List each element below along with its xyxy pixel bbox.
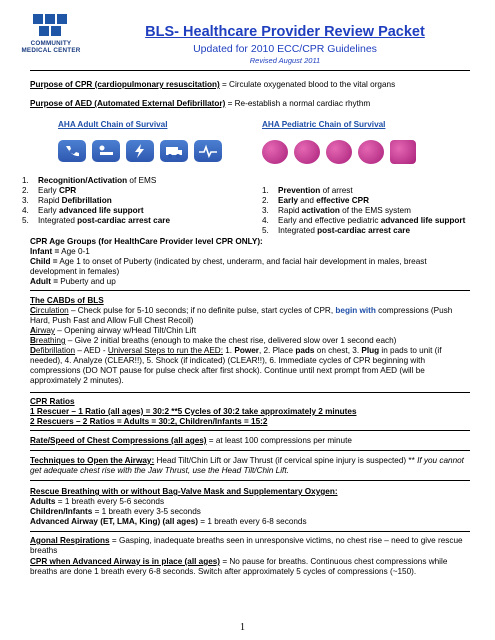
rescue-breathing-heading: Rescue Breathing with or without Bag-Valve Mask and Supplementary Oxygen: xyxy=(30,487,338,496)
section-divider xyxy=(30,430,470,431)
phone-icon xyxy=(58,140,86,162)
header-divider xyxy=(30,70,470,71)
purpose-cpr: Purpose of CPR (cardiopulmonary resuscitation) = Circulate oxygenated blood to the vital organs xyxy=(30,80,396,89)
list-item: 1. Prevention of arrest xyxy=(262,186,353,195)
list-item: 3. Rapid activation of the EMS system xyxy=(262,206,411,215)
section-divider xyxy=(30,480,470,481)
pediatric-phone-icon xyxy=(326,140,352,164)
cpr-icon xyxy=(92,140,120,162)
advanced-airway-cpr: CPR when Advanced Airway is in place (all ages) = No pause for breaths. Continuous chest compressions while breaths are done 1 breath every 6-8 seconds. Switch after approximately 5 cycles of compressions (~150). xyxy=(30,557,448,576)
purpose-aed: Purpose of AED (Automated External Defibrillator) = Re-establish a normal cardiac rhythm xyxy=(30,99,371,108)
rescue-breathing-section: Rescue Breathing with or without Bag-Valve Mask and Supplementary Oxygen: Adults = 1 breath every 5-6 seconds Children/Infants = 1 breath every 3-5 seconds Advanced Airway (ET, LMA, King) (all ages) = 1 breath every 6-8 seconds xyxy=(30,487,470,527)
logo-text: COMMUNITY MEDICAL CENTER xyxy=(21,40,81,54)
list-item: 3. Rapid Defibrillation xyxy=(22,196,112,205)
defibrillator-icon xyxy=(126,140,154,162)
cabds-heading: The CABDs of BLS xyxy=(30,296,104,305)
section-divider xyxy=(30,450,470,451)
hospital-logo-icon xyxy=(27,14,73,38)
age-groups-heading: CPR Age Groups (for HealthCare Provider level CPR ONLY): xyxy=(30,237,263,246)
prevention-icon xyxy=(262,140,288,164)
page-number: 1 xyxy=(240,622,245,633)
pediatric-ambulance-icon xyxy=(358,140,384,164)
revision-date: Revised August 2011 xyxy=(249,56,321,65)
section-divider xyxy=(30,531,470,532)
compression-rate: Rate/Speed of Chest Compressions (all ages) = at least 100 compressions per minute xyxy=(30,436,352,445)
list-item: 2. Early CPR xyxy=(22,186,77,195)
pediatric-monitor-icon xyxy=(390,140,416,164)
list-item: 5. Integrated post-cardiac arrest care xyxy=(262,226,410,235)
list-item: 1. Recognition/Activation of EMS xyxy=(22,176,157,185)
pediatric-chain-heading: AHA Pediatric Chain of Survival xyxy=(262,120,386,129)
list-item: 4. Early advanced life support xyxy=(22,206,144,215)
adult-chain-list xyxy=(22,176,170,226)
page-subtitle: Updated for 2010 ECC/CPR Guidelines xyxy=(193,43,377,55)
ratios-section: CPR Ratios 1 Rescuer – 1 Ratio (all ages) = 30:2 **5 Cycles of 30:2 take approximately 2 minutes 2 Rescuers – 2 Ratios = Adults = 30:2, Children/Infants = 15:2 xyxy=(30,397,470,427)
ambulance-icon xyxy=(160,140,188,162)
page-title: BLS- Healthcare Provider Review Packet xyxy=(145,24,425,40)
ratios-heading: CPR Ratios xyxy=(30,397,75,406)
agonal-respirations: Agonal Respirations = Gasping, inadequate breaths seen in unresponsive victims, no chest rise – need to give rescue breaths xyxy=(30,536,463,555)
list-item: 2. Early and effective CPR xyxy=(262,196,370,205)
airway-techniques: Techniques to Open the Airway: Head Tilt/Chin Lift or Jaw Thrust (if cervical spine injury is suspected) ** If you cannot get adequate chest rise with the Jaw Thrust, use the Head Tilt/Chin Lift. xyxy=(30,456,464,475)
list-item: 4. Early and effective pediatric advanced life support xyxy=(262,216,466,225)
list-item: 5. Integrated post-cardiac arrest care xyxy=(22,216,170,225)
cabds-section: The CABDs of BLS Circulation – Check pulse for 5-10 seconds; if no definite pulse, start cycles of CPR, begin with compressions (Push Hard, Push Fast and Allow Full Chest Recoil) Airway – Opening airway w/Head Tilt/Chin Lift Breathing – Give 2 initial breaths (enough to make the chest rise, delivered slow over 1 second each) Defibrillation – AED - Universal Steps to run the AED: 1. Power, 2. Place pads on chest, 3. Plug in pads to unit (if needed), 4. Analyze (CLEAR!!), 5. Shock (if indicated) (CLEAR!!), 6. Immediate cycles of CPR beginning with compressions (DO NOT pause for pulse check after first shock). Continue until next prompt from AED (will be approximately 2 minutes). xyxy=(30,296,470,386)
section-divider xyxy=(30,290,470,291)
pediatric-chain-list xyxy=(262,186,465,236)
heart-monitor-icon xyxy=(194,140,222,162)
pediatric-cpr-icon xyxy=(294,140,320,164)
age-groups-section: CPR Age Groups (for HealthCare Provider level CPR ONLY): Infant = Age 0-1 Child = Age 1 to onset of Puberty (indicated by chest, underarm, and facial hair development in males, breast development in females) Adult = Puberty and up xyxy=(30,237,470,287)
section-divider xyxy=(30,392,470,393)
adult-chain-heading: AHA Adult Chain of Survival xyxy=(58,120,168,129)
